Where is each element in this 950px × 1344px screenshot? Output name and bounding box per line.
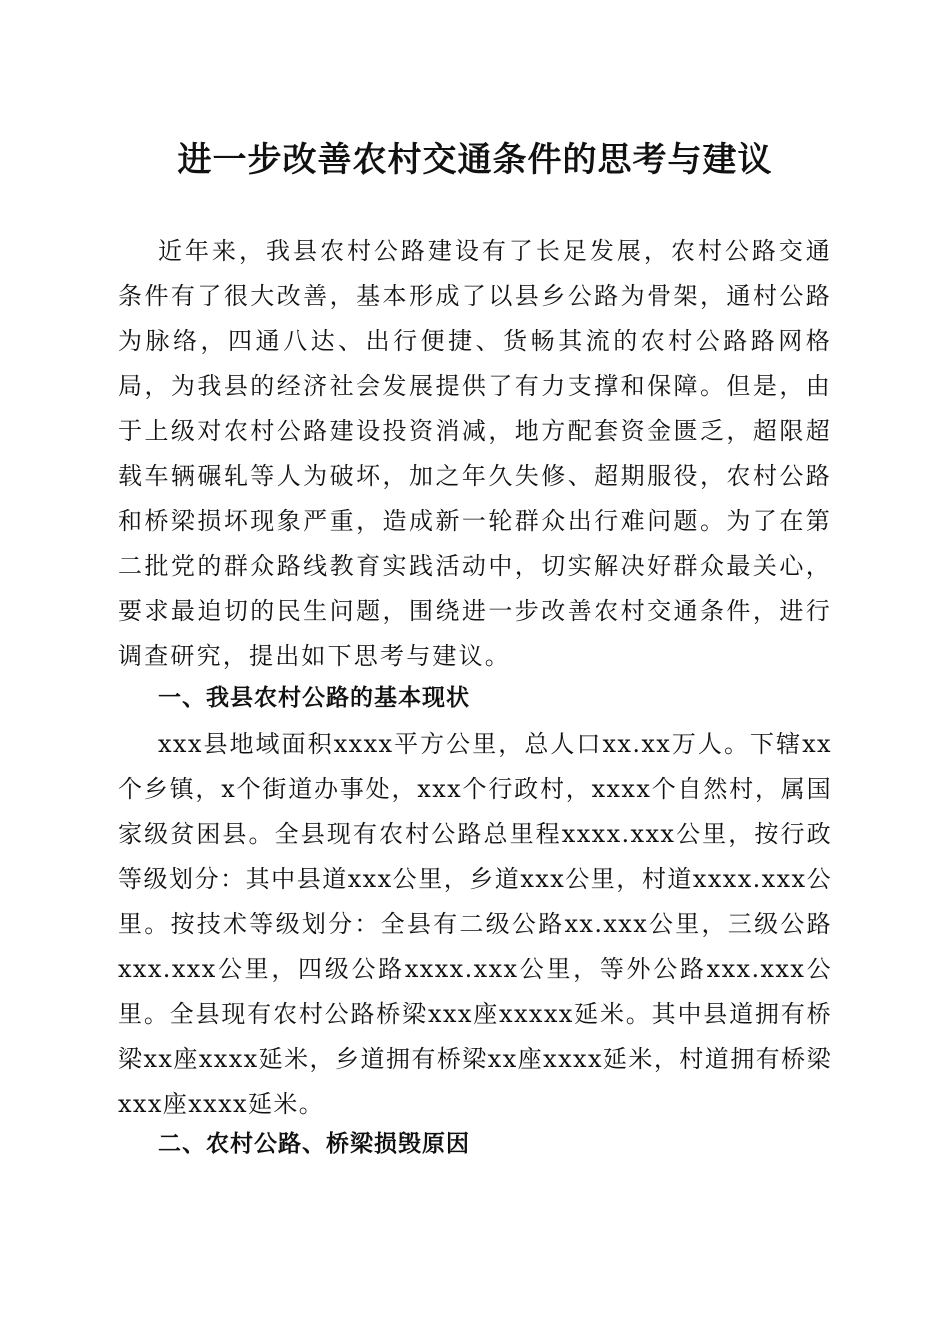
intro-paragraph: 近年来，我县农村公路建设有了长足发展，农村公路交通条件有了很大改善，基本形成了以县乡公路为骨架，通村公路为脉络，四通八达、出行便捷、货畅其流的农村公路路网格局，为我县的经济社会发展提供了有力支撑和保障。但是，由于上级对农村公路建设投资消减，地方配套资金匮乏，超限超载车辆碾轧等人为破坏，加之年久失修、超期服役，农村公路和桥梁损坏现象严重，造成新一轮群众出行难问题。为了在第二批党的群众路线教育实践活动中，切实解决好群众最关心，要求最迫切的民生问题，围绕进一步改善农村交通条件，进行调查研究，提出如下思考与建议。 [118, 237, 832, 670]
section-1-paragraph: xxx县地域面积xxxx平方公里，总人口xx.xx万人。下辖xx个乡镇，x个街道办事处，xxx个行政村，xxxx个自然村，属国家级贫困县。全县现有农村公路总里程xxxx.xxx公里，按行政等级划分：其中县道xxx公里，乡道xxx公里，村道xxxx.xxx公里。按技术等级划分：全县有二级公路xx.xxx公里，三级公路xxx.xxx公里，四级公路xxxx.xxx公里，等外公路xxx.xxx公里。全县现有农村公路桥梁xxx座xxxxx延米。其中县道拥有桥梁xx座xxxx延米，乡道拥有桥梁xx座xxxx延米，村道拥有桥梁xxx座xxxx延米。 [118, 730, 832, 1118]
section-heading-1: 一、我县农村公路的基本现状 [158, 685, 470, 711]
section-heading-2: 二、农村公路、桥梁损毁原因 [158, 1131, 470, 1157]
document-title: 进一步改善农村交通条件的思考与建议 [177, 140, 773, 180]
